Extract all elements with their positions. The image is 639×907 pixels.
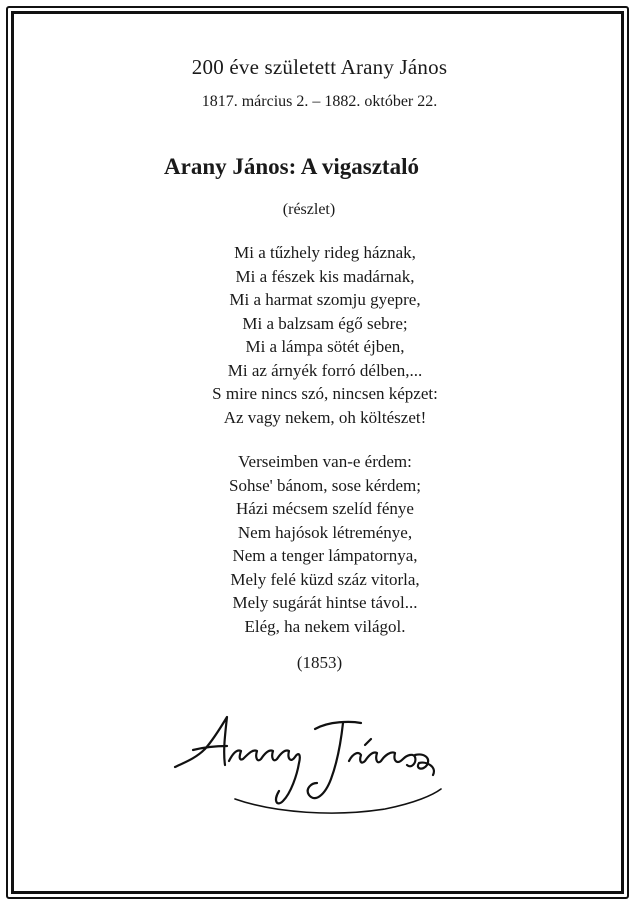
poem-line: Mi a lámpa sötét éjben, <box>245 337 405 356</box>
stanza-1 <box>0 241 639 429</box>
poem-line: Elég, ha nekem világol. <box>244 616 406 636</box>
poem-line: Nem a tenger lámpatornya, <box>232 546 418 565</box>
poem-title: Arany János: A vigasztaló <box>164 154 419 179</box>
header-dates: 1817. március 2. – 1882. október 22. <box>201 93 438 110</box>
poem-year: (1853) <box>296 653 343 672</box>
signature-image <box>165 705 455 825</box>
poem-line: Házi mécsem szelíd fénye <box>236 499 414 518</box>
poem-line: Mely felé küzd száz vitorla, <box>230 569 420 589</box>
poem-line: Verseimben van-e érdem: <box>238 452 412 471</box>
header-title: 200 éve született Arany János <box>191 55 448 79</box>
poem-subtitle: (részlet) <box>282 201 336 218</box>
poem-line: Sohse' bánom, sose kérdem; <box>229 475 421 495</box>
poem-line: Mi a tűzhely rideg háznak, <box>234 243 416 262</box>
stanza-2 <box>0 450 639 638</box>
poem-line: Mi a balzsam égő sebre; <box>242 313 408 333</box>
poem-line: Mi a fészek kis madárnak, <box>235 266 415 286</box>
poem-line: Mely sugárát hintse távol... <box>232 593 418 612</box>
poem-line: Mi a harmat szomju gyepre, <box>229 290 421 309</box>
poem-line: Nem hajósok létreménye, <box>237 522 413 542</box>
poem-line: Mi az árnyék forró délben,... <box>227 360 423 380</box>
poem-line: Az vagy nekem, oh költészet! <box>223 407 427 427</box>
poem-line: S mire nincs szó, nincsen képzet: <box>212 384 438 403</box>
